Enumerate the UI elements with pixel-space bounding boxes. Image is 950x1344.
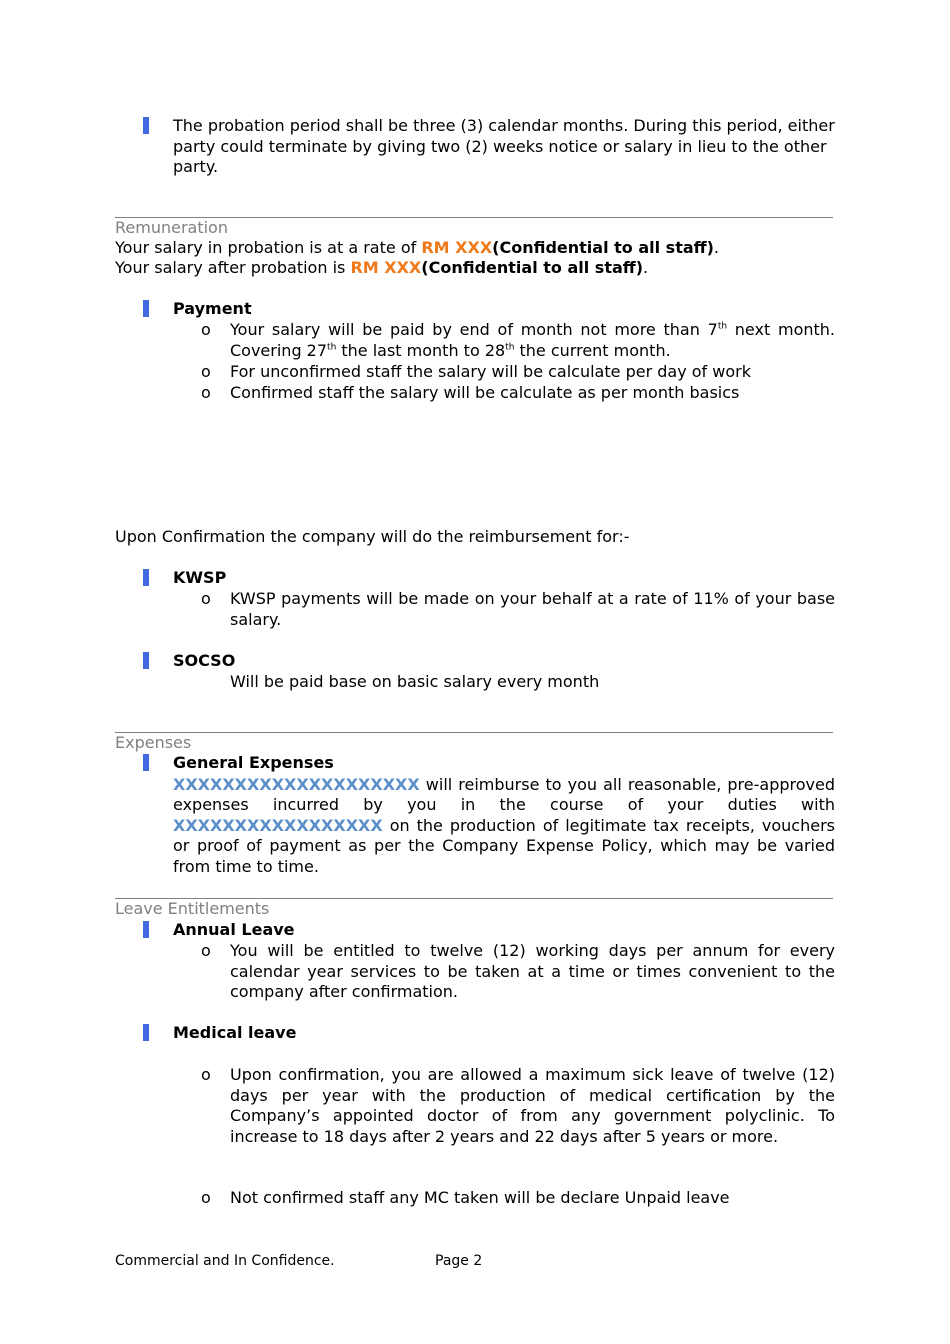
socso-heading (115, 651, 835, 672)
annual-leave-text: You will be entitled to twelve (12) working days per annum for every calendar year services to be taken at a time or times convenient to the company after confirmation. (230, 941, 835, 1001)
sub-bullet-icon: o (201, 320, 211, 339)
kwsp-item-text: KWSP payments will be made on your behalf at a rate of 11% of your base salary. (230, 589, 835, 629)
payment-heading (115, 299, 835, 320)
sub-bullet-icon: o (201, 941, 211, 960)
bullet-icon (143, 117, 149, 134)
annual-leave-item (115, 941, 835, 1003)
sub-bullet-icon: o (201, 1188, 211, 1207)
payment-item-3 (115, 383, 835, 404)
period: . (643, 258, 649, 277)
kwsp-heading (115, 568, 835, 589)
salary-amount: RM XXX (350, 258, 422, 277)
expenses-text: on the production of legitimate tax receipts, vouchers or proof of payment as per the Company Expense Policy, which may be varied from time to time. (173, 815, 835, 876)
bullet-icon (143, 300, 149, 317)
superscript: th (327, 342, 337, 353)
sub-bullet-icon: o (201, 1065, 211, 1084)
expenses-text: will reimburse to you all reasonable, pre-approved expenses incurred by you in the course of your duties with (173, 774, 835, 814)
bullet-icon (143, 1024, 149, 1041)
kwsp-item (115, 589, 835, 630)
general-expenses (115, 753, 835, 877)
bullet-icon (143, 652, 149, 669)
medical-leave-text-2: Not confirmed staff any MC taken will be declare Unpaid leave (230, 1188, 730, 1207)
bullet-icon (143, 754, 149, 771)
medical-leave-text-1: Upon confirmation, you are allowed a maximum sick leave of twelve (12) days per year with the production of medical certification by the Company’s appointed doctor of from any government polyclinic. To increase to 18 days after 2 years and 22 days after 5 years or more. (230, 1065, 835, 1146)
section-heading-leave: Leave Entitlements (115, 898, 833, 919)
payment-item-1-text: next month. Covering 27 (230, 320, 835, 360)
general-expenses-text (173, 775, 835, 878)
annual-leave-heading (115, 920, 835, 941)
payment-item-2-text: For unconfirmed staff the salary will be calculate per day of work (230, 362, 751, 381)
company-name: XXXXXXXXXXXXXXXXX (173, 815, 383, 835)
payment-item-1-text: the last month to 28 (336, 340, 506, 360)
socso-text: Will be paid base on basic salary every month (230, 672, 600, 691)
company-name: XXXXXXXXXXXXXXXXXXXX (173, 774, 420, 794)
section-heading-expenses: Expenses (115, 732, 833, 753)
salary-after-probation-line (115, 258, 833, 279)
payment-item-3-text: Confirmed staff the salary will be calculate as per month basics (230, 383, 740, 402)
payment-item-1-text: Your salary will be paid by end of month not more than 7 (230, 320, 718, 339)
salary-probation-line (115, 238, 833, 259)
general-expenses-title: General Expenses (173, 753, 334, 772)
salary-amount: RM XXX (421, 238, 493, 257)
medical-leave-heading (115, 1023, 835, 1044)
kwsp-title: KWSP (173, 568, 227, 587)
confidential-note: (Confidential to all staff) (492, 238, 714, 257)
period: . (713, 238, 720, 257)
sub-bullet-icon: o (201, 589, 211, 608)
payment-item-2 (115, 362, 835, 383)
salary-probation-prefix: Your salary in probation is at a rate of (115, 238, 422, 257)
payment-title: Payment (173, 299, 252, 318)
footer-confidential: Commercial and In Confidence. (115, 1253, 335, 1269)
socso-item (115, 672, 835, 693)
superscript: th (717, 321, 728, 332)
medical-leave-item-2 (115, 1188, 835, 1209)
salary-after-prefix: Your salary after probation is (115, 258, 351, 277)
section-heading-remuneration: Remuneration (115, 217, 833, 238)
socso-title: SOCSO (173, 651, 236, 670)
probation-text: The probation period shall be three (3) calendar months. During this period, either party could terminate by giving two (2) weeks notice or salary in lieu to the other party. (173, 116, 835, 176)
sub-bullet-icon: o (201, 362, 211, 381)
medical-leave-title: Medical leave (173, 1023, 297, 1042)
footer-page-number: Page 2 (435, 1253, 483, 1269)
probation-paragraph (115, 116, 835, 178)
medical-leave-item-1 (115, 1065, 835, 1147)
confirmation-intro: Upon Confirmation the company will do the reimbursement for:- (115, 527, 630, 546)
payment-item-1-text: the current month. (514, 340, 671, 360)
bullet-icon (143, 921, 149, 938)
payment-item-1 (115, 320, 835, 361)
confidential-note: (Confidential to all staff) (421, 258, 644, 277)
bullet-icon (143, 569, 149, 586)
annual-leave-title: Annual Leave (173, 920, 295, 939)
sub-bullet-icon: o (201, 383, 211, 402)
superscript: th (505, 342, 515, 353)
